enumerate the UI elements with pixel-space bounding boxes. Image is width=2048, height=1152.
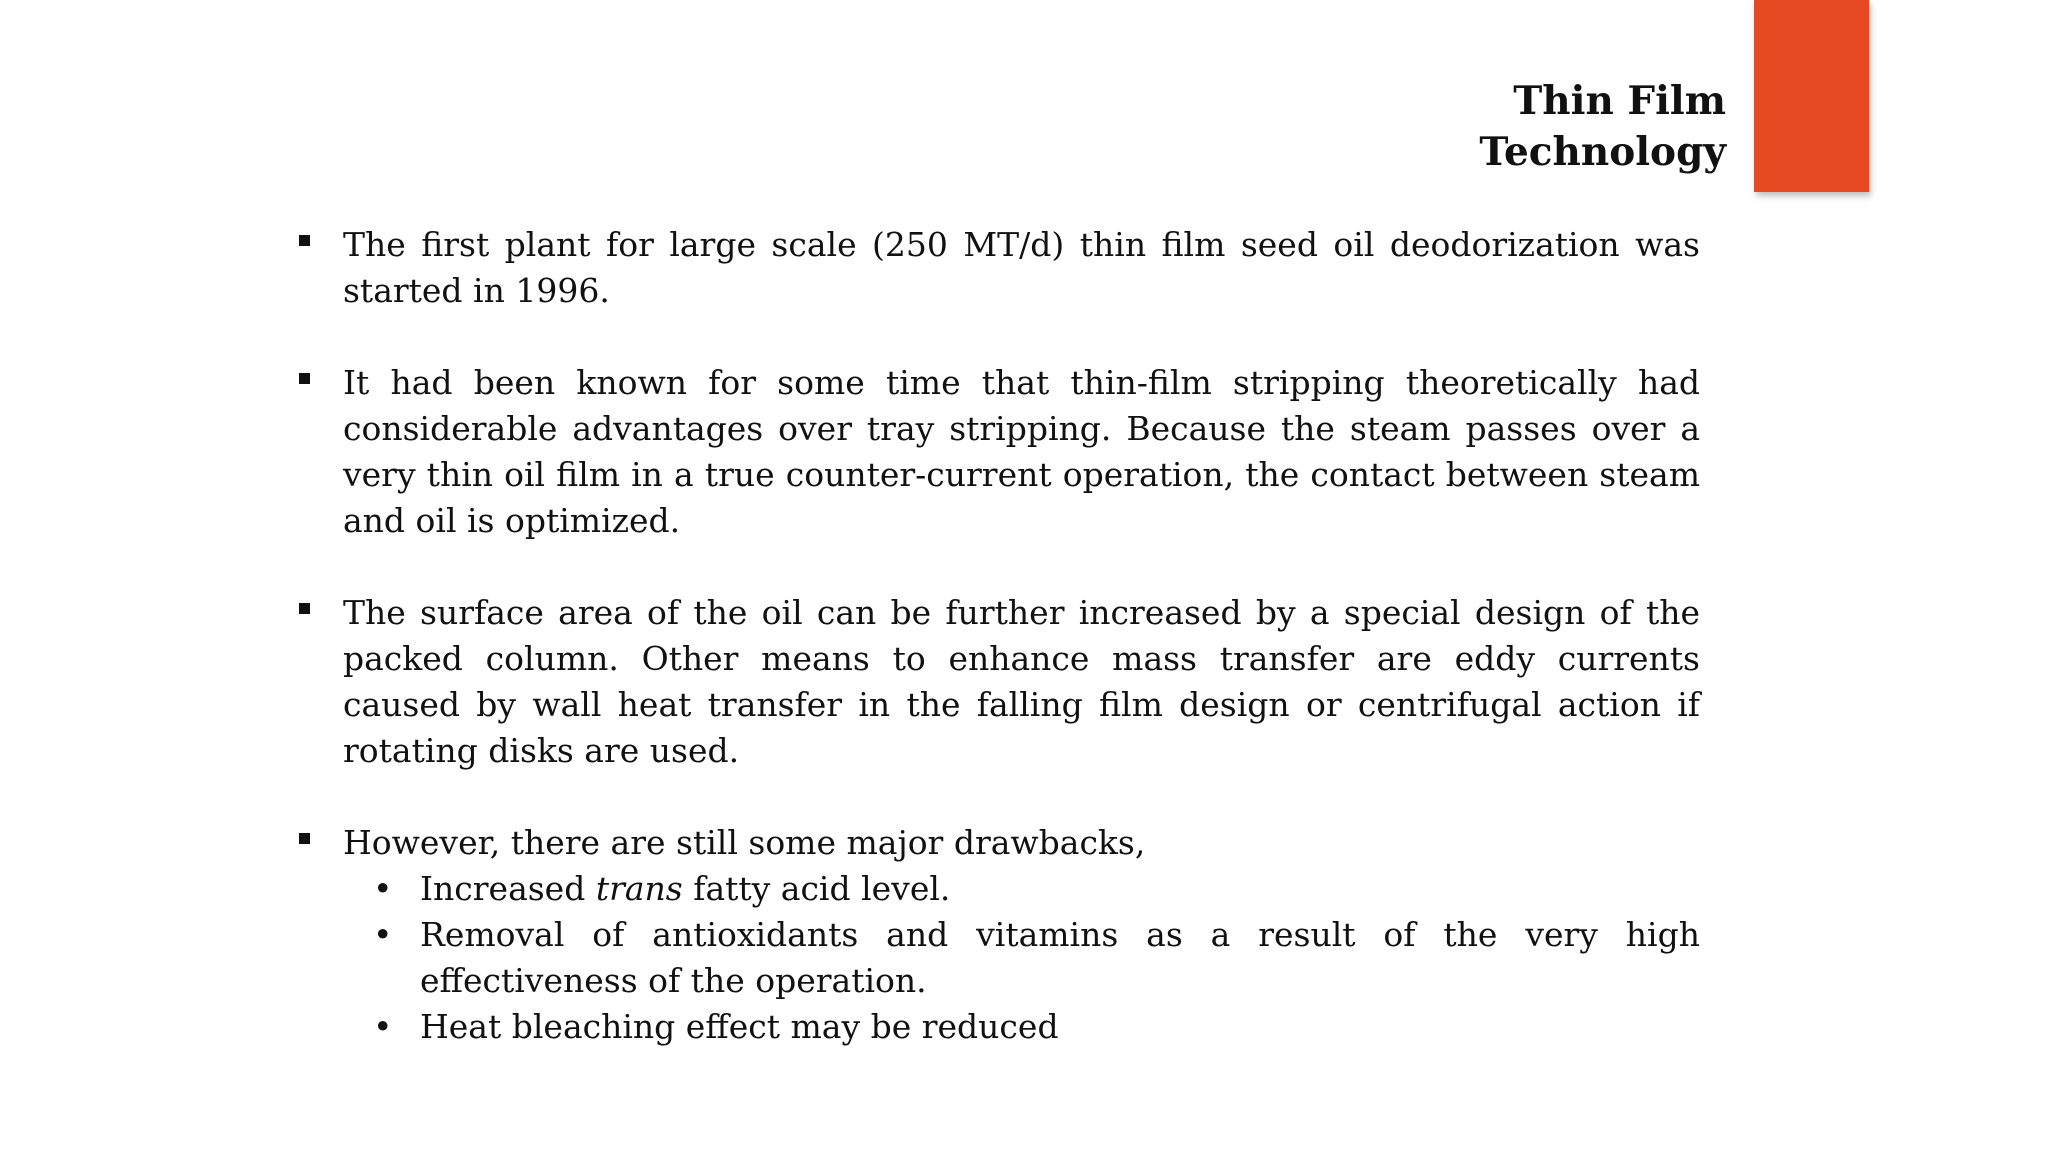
sub-bullet-text <box>420 866 1700 912</box>
dot-bullet-icon: • <box>373 1007 393 1046</box>
accent-bar <box>1754 0 1869 192</box>
sub-bullet-item <box>373 1004 1700 1050</box>
square-bullet-icon <box>299 235 310 246</box>
sub-bullet-text-start: Increased <box>420 869 596 908</box>
bullet-item <box>296 590 1700 774</box>
bullet-item <box>296 360 1700 544</box>
square-bullet-icon <box>299 603 310 614</box>
bullet-text: It had been known for some time that thin-film stripping theoretically had considerable advantages over tray stripping. Because the steam passes over a very thin oil film in a true counter-current operation, the contact between steam and oil is optimized. <box>343 363 1700 540</box>
bullet-item <box>296 820 1700 1050</box>
dot-bullet-icon: • <box>373 915 393 954</box>
slide-title <box>1479 76 1726 178</box>
square-bullet-icon <box>299 373 310 384</box>
bullet-text: The surface area of the oil can be further increased by a special design of the packed column. Other means to enhance mass transfer are eddy currents caused by wall heat transfer in the falling film design or centrifugal action if rotating disks are used. <box>343 593 1700 770</box>
slide-title-line-1: Thin Film <box>1513 78 1726 124</box>
italic-term: trans <box>595 869 683 908</box>
sub-bullet-text: Heat bleaching effect may be reduced <box>420 1007 1059 1046</box>
bullet-list <box>296 222 1700 1050</box>
square-bullet-icon <box>299 833 310 844</box>
slide-title-line-2: Technology <box>1479 129 1726 175</box>
sub-bullet-text-end: fatty acid level. <box>682 869 951 908</box>
slide-content <box>296 222 1700 1050</box>
drawbacks-list <box>343 866 1700 1050</box>
dot-bullet-icon: • <box>373 869 393 908</box>
sub-bullet-item <box>373 912 1700 1004</box>
sub-bullet-text: Removal of antioxidants and vitamins as a result of the very high effectiveness of the operation. <box>420 915 1700 1000</box>
sub-bullet-item <box>373 866 1700 912</box>
bullet-text: The first plant for large scale (250 MT/d) thin film seed oil deodorization was started in 1996. <box>343 225 1700 310</box>
bullet-text: However, there are still some major drawbacks, <box>343 823 1146 862</box>
bullet-item <box>296 222 1700 314</box>
